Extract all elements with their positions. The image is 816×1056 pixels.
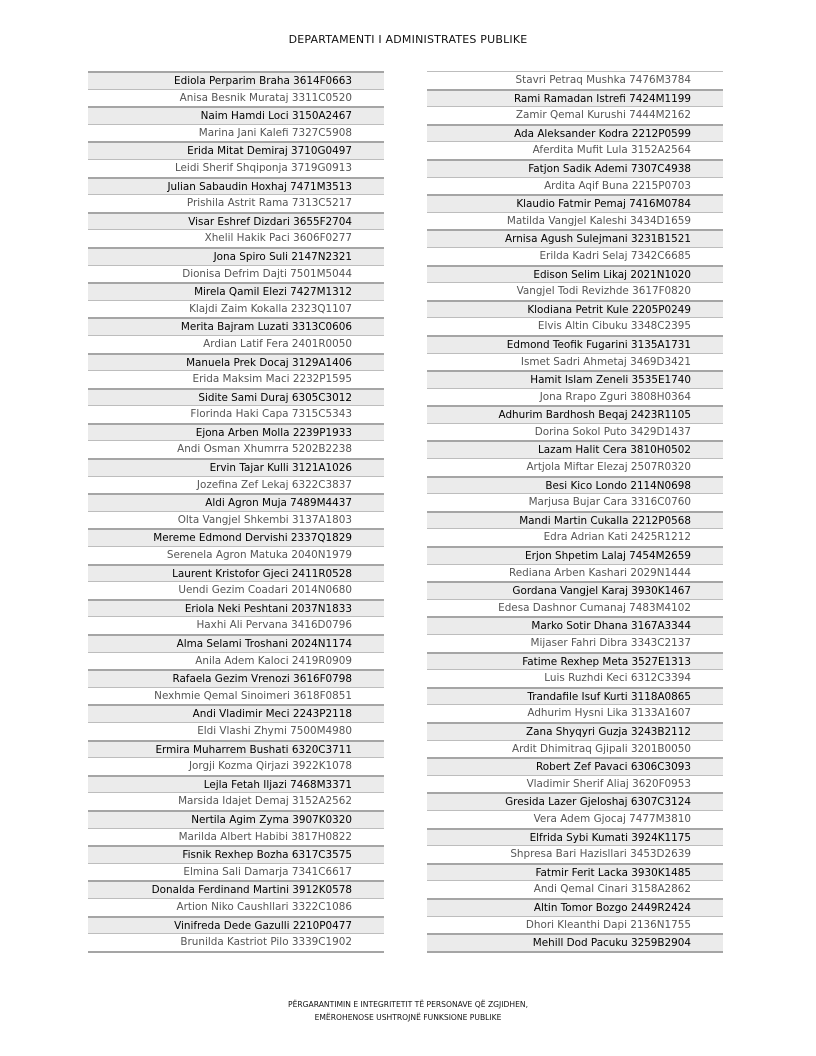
- name-entry: Donalda Ferdinand Martini 3912K0578: [88, 880, 384, 898]
- name-entry: Vladimir Sherif Aliaj 3620F0953: [427, 775, 723, 793]
- name-entry: Erida Maksim Maci 2232P1595: [88, 370, 384, 388]
- right-name-column: [427, 71, 723, 953]
- name-entry: Fatmir Ferit Lacka 3930K1485: [427, 863, 723, 881]
- name-entry: Mijaser Fahri Dibra 3343C2137: [427, 634, 723, 652]
- name-entry: Jona Rrapo Zguri 3808H0364: [427, 388, 723, 406]
- name-entry: Aldi Agron Muja 7489M4437: [88, 493, 384, 511]
- name-entry: Erida Mitat Demiraj 3710G0497: [88, 141, 384, 159]
- name-entry: Vangjel Todi Revizhde 3617F0820: [427, 282, 723, 300]
- name-entry: Prishila Astrit Rama 7313C5217: [88, 194, 384, 212]
- name-entry: Brunilda Kastriot Pilo 3339C1902: [88, 933, 384, 951]
- name-entry: Mandi Martin Cukalla 2212P0568: [427, 511, 723, 529]
- name-entry: Mirela Qamil Elezi 7427M1312: [88, 282, 384, 300]
- name-entry: Edra Adrian Kati 2425R1212: [427, 528, 723, 546]
- name-entry: Robert Zef Pavaci 6306C3093: [427, 757, 723, 775]
- name-entry: Ardit Dhimitraq Gjipali 3201B0050: [427, 740, 723, 758]
- name-entry: Ardian Latif Fera 2401R0050: [88, 335, 384, 353]
- name-entry: Klodiana Petrit Kule 2205P0249: [427, 300, 723, 318]
- name-entry: Zamir Qemal Kurushi 7444M2162: [427, 106, 723, 124]
- name-entry: Serenela Agron Matuka 2040N1979: [88, 546, 384, 564]
- name-entry: Fisnik Rexhep Bozha 6317C3575: [88, 845, 384, 863]
- name-entry: Leidi Sherif Shqiponja 3719G0913: [88, 159, 384, 177]
- name-entry: Gordana Vangjel Karaj 3930K1467: [427, 581, 723, 599]
- name-entry: Artjola Miftar Elezaj 2507R0320: [427, 458, 723, 476]
- name-entry: Matilda Vangjel Kaleshi 3434D1659: [427, 212, 723, 230]
- name-entry: Laurent Kristofor Gjeci 2411R0528: [88, 564, 384, 582]
- name-entry: Fatime Rexhep Meta 3527E1313: [427, 652, 723, 670]
- name-entry: Mereme Edmond Dervishi 2337Q1829: [88, 528, 384, 546]
- name-entry: Jozefina Zef Lekaj 6322C3837: [88, 476, 384, 494]
- name-entry: Alma Selami Troshani 2024N1174: [88, 634, 384, 652]
- name-entry: Hamit Islam Zeneli 3535E1740: [427, 370, 723, 388]
- name-entry: Andi Qemal Cinari 3158A2862: [427, 880, 723, 898]
- name-entry: Elfrida Sybi Kumati 3924K1175: [427, 828, 723, 846]
- name-entry: Edmond Teofik Fugarini 3135A1731: [427, 335, 723, 353]
- name-entry: Luis Ruzhdi Keci 6312C3394: [427, 669, 723, 687]
- name-entry: Shpresa Bari Hazisllari 3453D2639: [427, 845, 723, 863]
- name-entry: Ediola Perparim Braha 3614F0663: [88, 71, 384, 89]
- name-entry: Manuela Prek Docaj 3129A1406: [88, 353, 384, 371]
- name-entry: Marsida Idajet Demaj 3152A2562: [88, 792, 384, 810]
- page-footer: [0, 998, 816, 1024]
- name-entry: Lejla Fetah Iljazi 7468M3371: [88, 775, 384, 793]
- name-entry: Arnisa Agush Sulejmani 3231B1521: [427, 229, 723, 247]
- name-entry: Stavri Petraq Mushka 7476M3784: [427, 71, 723, 89]
- name-entry: Adhurim Bardhosh Beqaj 2423R1105: [427, 405, 723, 423]
- name-entry: Eriola Neki Peshtani 2037N1833: [88, 599, 384, 617]
- name-entry: Merita Bajram Luzati 3313C0606: [88, 317, 384, 335]
- name-entry: Florinda Haki Capa 7315C5343: [88, 405, 384, 423]
- name-entry: Uendi Gezim Coadari 2014N0680: [88, 581, 384, 599]
- name-entry: Olta Vangjel Shkembi 3137A1803: [88, 511, 384, 529]
- left-name-column: [88, 71, 384, 953]
- name-entry: Rafaela Gezim Vrenozi 3616F0798: [88, 669, 384, 687]
- name-entry: Nertila Agim Zyma 3907K0320: [88, 810, 384, 828]
- name-entry: Dionisa Defrim Dajti 7501M5044: [88, 265, 384, 283]
- column-end-rule: [427, 951, 723, 953]
- name-entry: Besi Kico Londo 2114N0698: [427, 476, 723, 494]
- name-entry: Edison Selim Likaj 2021N1020: [427, 265, 723, 283]
- name-entry: Marina Jani Kalefi 7327C5908: [88, 124, 384, 142]
- name-entry: Klaudio Fatmir Pemaj 7416M0784: [427, 194, 723, 212]
- name-entry: Fatjon Sadik Ademi 7307C4938: [427, 159, 723, 177]
- name-entry: Marilda Albert Habibi 3817H0822: [88, 828, 384, 846]
- name-entry: Visar Eshref Dizdari 3655F2704: [88, 212, 384, 230]
- name-entry: Haxhi Ali Pervana 3416D0796: [88, 616, 384, 634]
- footer-line-1: PËRGARANTIMIN E INTEGRITETIT TË PERSONAVE QË ZGJIDHEN,: [288, 1000, 528, 1009]
- name-entry: Andi Osman Xhumrra 5202B2238: [88, 440, 384, 458]
- name-entry: Elvis Altin Cibuku 3348C2395: [427, 317, 723, 335]
- name-entry: Andi Vladimir Meci 2243P2118: [88, 704, 384, 722]
- name-entry: Lazam Halit Cera 3810H0502: [427, 440, 723, 458]
- name-entry: Ismet Sadri Ahmetaj 3469D3421: [427, 353, 723, 371]
- name-entry: Marjusa Bujar Cara 3316C0760: [427, 493, 723, 511]
- name-entry: Altin Tomor Bozgo 2449R2424: [427, 898, 723, 916]
- name-entry: Sidite Sami Duraj 6305C3012: [88, 388, 384, 406]
- name-entry: Anila Adem Kaloci 2419R0909: [88, 652, 384, 670]
- name-entry: Artion Niko Caushllari 3322C1086: [88, 898, 384, 916]
- name-entry: Ardita Aqif Buna 2215P0703: [427, 177, 723, 195]
- name-entry: Ermira Muharrem Bushati 6320C3711: [88, 740, 384, 758]
- name-entry: Erjon Shpetim Lalaj 7454M2659: [427, 546, 723, 564]
- name-entry: Mehill Dod Pacuku 3259B2904: [427, 933, 723, 951]
- name-entry: Ervin Tajar Kulli 3121A1026: [88, 458, 384, 476]
- name-entry: Anisa Besnik Murataj 3311C0520: [88, 89, 384, 107]
- name-entry: Xhelil Hakik Paci 3606F0277: [88, 229, 384, 247]
- column-end-rule: [88, 951, 384, 953]
- name-entry: Jona Spiro Suli 2147N2321: [88, 247, 384, 265]
- footer-line-2: EMËROHENOSE USHTROJNË FUNKSIONE PUBLIKE: [314, 1013, 502, 1022]
- name-entry: Marko Sotir Dhana 3167A3344: [427, 616, 723, 634]
- name-entry: Gresida Lazer Gjeloshaj 6307C3124: [427, 792, 723, 810]
- name-entry: Adhurim Hysni Lika 3133A1607: [427, 704, 723, 722]
- name-entry: Nexhmie Qemal Sinoimeri 3618F0851: [88, 687, 384, 705]
- name-entry: Dhori Kleanthi Dapi 2136N1755: [427, 916, 723, 934]
- page-title: DEPARTAMENTI I ADMINISTRATES PUBLIKE: [288, 33, 528, 46]
- name-entry: Dorina Sokol Puto 3429D1437: [427, 423, 723, 441]
- name-entry: Edesa Dashnor Cumanaj 7483M4102: [427, 599, 723, 617]
- name-entry: Zana Shyqyri Guzja 3243B2112: [427, 722, 723, 740]
- name-entry: Rami Ramadan Istrefi 7424M1199: [427, 89, 723, 107]
- name-entry: Erilda Kadri Selaj 7342C6685: [427, 247, 723, 265]
- name-entry: Ada Aleksander Kodra 2212P0599: [427, 124, 723, 142]
- name-entry: Ejona Arben Molla 2239P1933: [88, 423, 384, 441]
- name-entry: Elmina Sali Damarja 7341C6617: [88, 863, 384, 881]
- name-entry: Julian Sabaudin Hoxhaj 7471M3513: [88, 177, 384, 195]
- name-entry: Aferdita Mufit Lula 3152A2564: [427, 141, 723, 159]
- name-entry: Vinifreda Dede Gazulli 2210P0477: [88, 916, 384, 934]
- name-entry: Trandafile Isuf Kurti 3118A0865: [427, 687, 723, 705]
- name-entry: Naim Hamdi Loci 3150A2467: [88, 106, 384, 124]
- name-entry: Rediana Arben Kashari 2029N1444: [427, 564, 723, 582]
- name-entry: Jorgji Kozma Qirjazi 3922K1078: [88, 757, 384, 775]
- name-entry: Eldi Vlashi Zhymi 7500M4980: [88, 722, 384, 740]
- name-entry: Vera Adem Gjocaj 7477M3810: [427, 810, 723, 828]
- name-entry: Klajdi Zaim Kokalla 2323Q1107: [88, 300, 384, 318]
